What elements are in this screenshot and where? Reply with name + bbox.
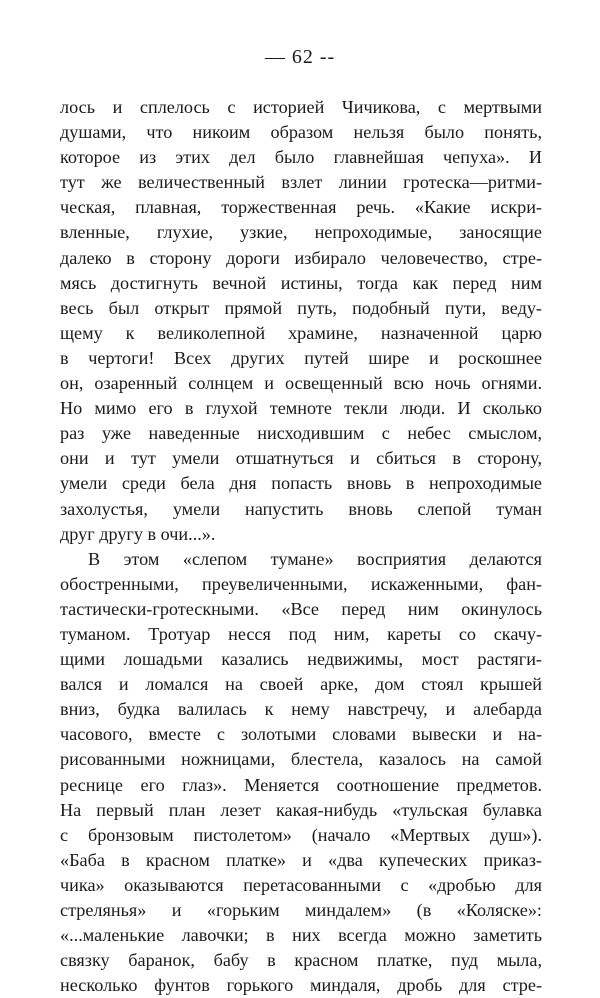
text-line: они и тут умели отшатнуться и сбиться в сторону,	[60, 448, 542, 469]
text-line: далеко в сторону дороги избирало человечество, стре-	[60, 247, 542, 268]
paragraph-end-line: друг другу в очи...».	[60, 523, 216, 544]
text-line: «Баба в красном платке» и «два купеческих приказ-	[60, 849, 542, 870]
text-line: связку баранок, бабу в красном платке, пуд мыла,	[60, 950, 542, 971]
text-line: На первый план лезет какая-нибудь «тульская булавка	[60, 799, 542, 820]
paragraph-start-line: В этом «слепом тумане» восприятия делаются	[88, 548, 542, 569]
text-line: душами, что никоим образом нельзя было понять,	[60, 122, 542, 143]
text-line: рисованными ножницами, блестела, казалось на самой	[60, 749, 542, 770]
text-line: мясь достигнуть вечной истины, тогда как перед ним	[60, 272, 542, 293]
text-line: вниз, будка валилась к нему навстречу, и алебарда	[60, 699, 542, 720]
text-line: ческая, плавная, торжественная речь. «Какие искри-	[60, 197, 542, 218]
text-line: вался и ломался на своей арке, дом стоял крышей	[60, 674, 542, 695]
text-line: он, озаренный солнцем и освещенный всю ночь огнями.	[60, 373, 542, 394]
text-line: захолустья, умели напустить вновь слепой туман	[60, 498, 542, 519]
text-line: с бронзовым пистолетом» (начало «Мертвых душ»).	[60, 824, 542, 845]
text-line: умели среди бела дня попасть вновь в непроходимые	[60, 473, 542, 494]
text-line: стрелянья» и «горьким миндалем» (в «Коляске»:	[60, 900, 542, 920]
text-line: вленные, глухие, узкие, непроходимые, заносящие	[60, 222, 542, 243]
body-text	[60, 95, 542, 998]
text-line: раз уже наведенные нисходившим с небес смыслом,	[60, 423, 542, 444]
text-line: туманом. Тротуар несся под ним, кареты со скачу-	[60, 623, 542, 644]
text-line: которое из этих дел было главнейшая чепуха». И	[60, 147, 542, 168]
text-line: Но мимо его в глухой темноте текли люди. И сколько	[60, 398, 542, 419]
text-line: часового, вместе с золотыми словами вывески и на-	[60, 724, 542, 745]
text-line: лось и сплелось с историей Чичикова, с мертвыми	[60, 97, 542, 117]
text-line: несколько фунтов горького миндаля, дробь для стре-	[60, 975, 542, 996]
text-line: в чертоги! Всех других путей шире и роскошнее	[60, 347, 542, 368]
text-line: щему к великолепной храмине, назначенной царю	[60, 322, 542, 343]
text-line: чика» оказываются перетасованными с «дробью для	[60, 874, 542, 895]
page-number: — 62 --	[264, 46, 336, 68]
text-line: тастически-гротескными. «Все перед ним окинулось	[60, 598, 542, 619]
text-line: реснице его глаз». Меняется соотношение предметов.	[60, 774, 542, 795]
text-line: «...маленькие лавочки; в них всегда можно заметить	[60, 925, 542, 946]
text-line: щими лошадьми казались недвижимы, мост растяги-	[60, 649, 542, 670]
text-line: тут же величественный взлет линии гротеска—ритми-	[60, 172, 542, 193]
text-line: обостренными, преувеличенными, искаженными, фан-	[60, 573, 542, 594]
text-line: весь был открыт прямой путь, подобный пути, веду-	[60, 297, 542, 318]
